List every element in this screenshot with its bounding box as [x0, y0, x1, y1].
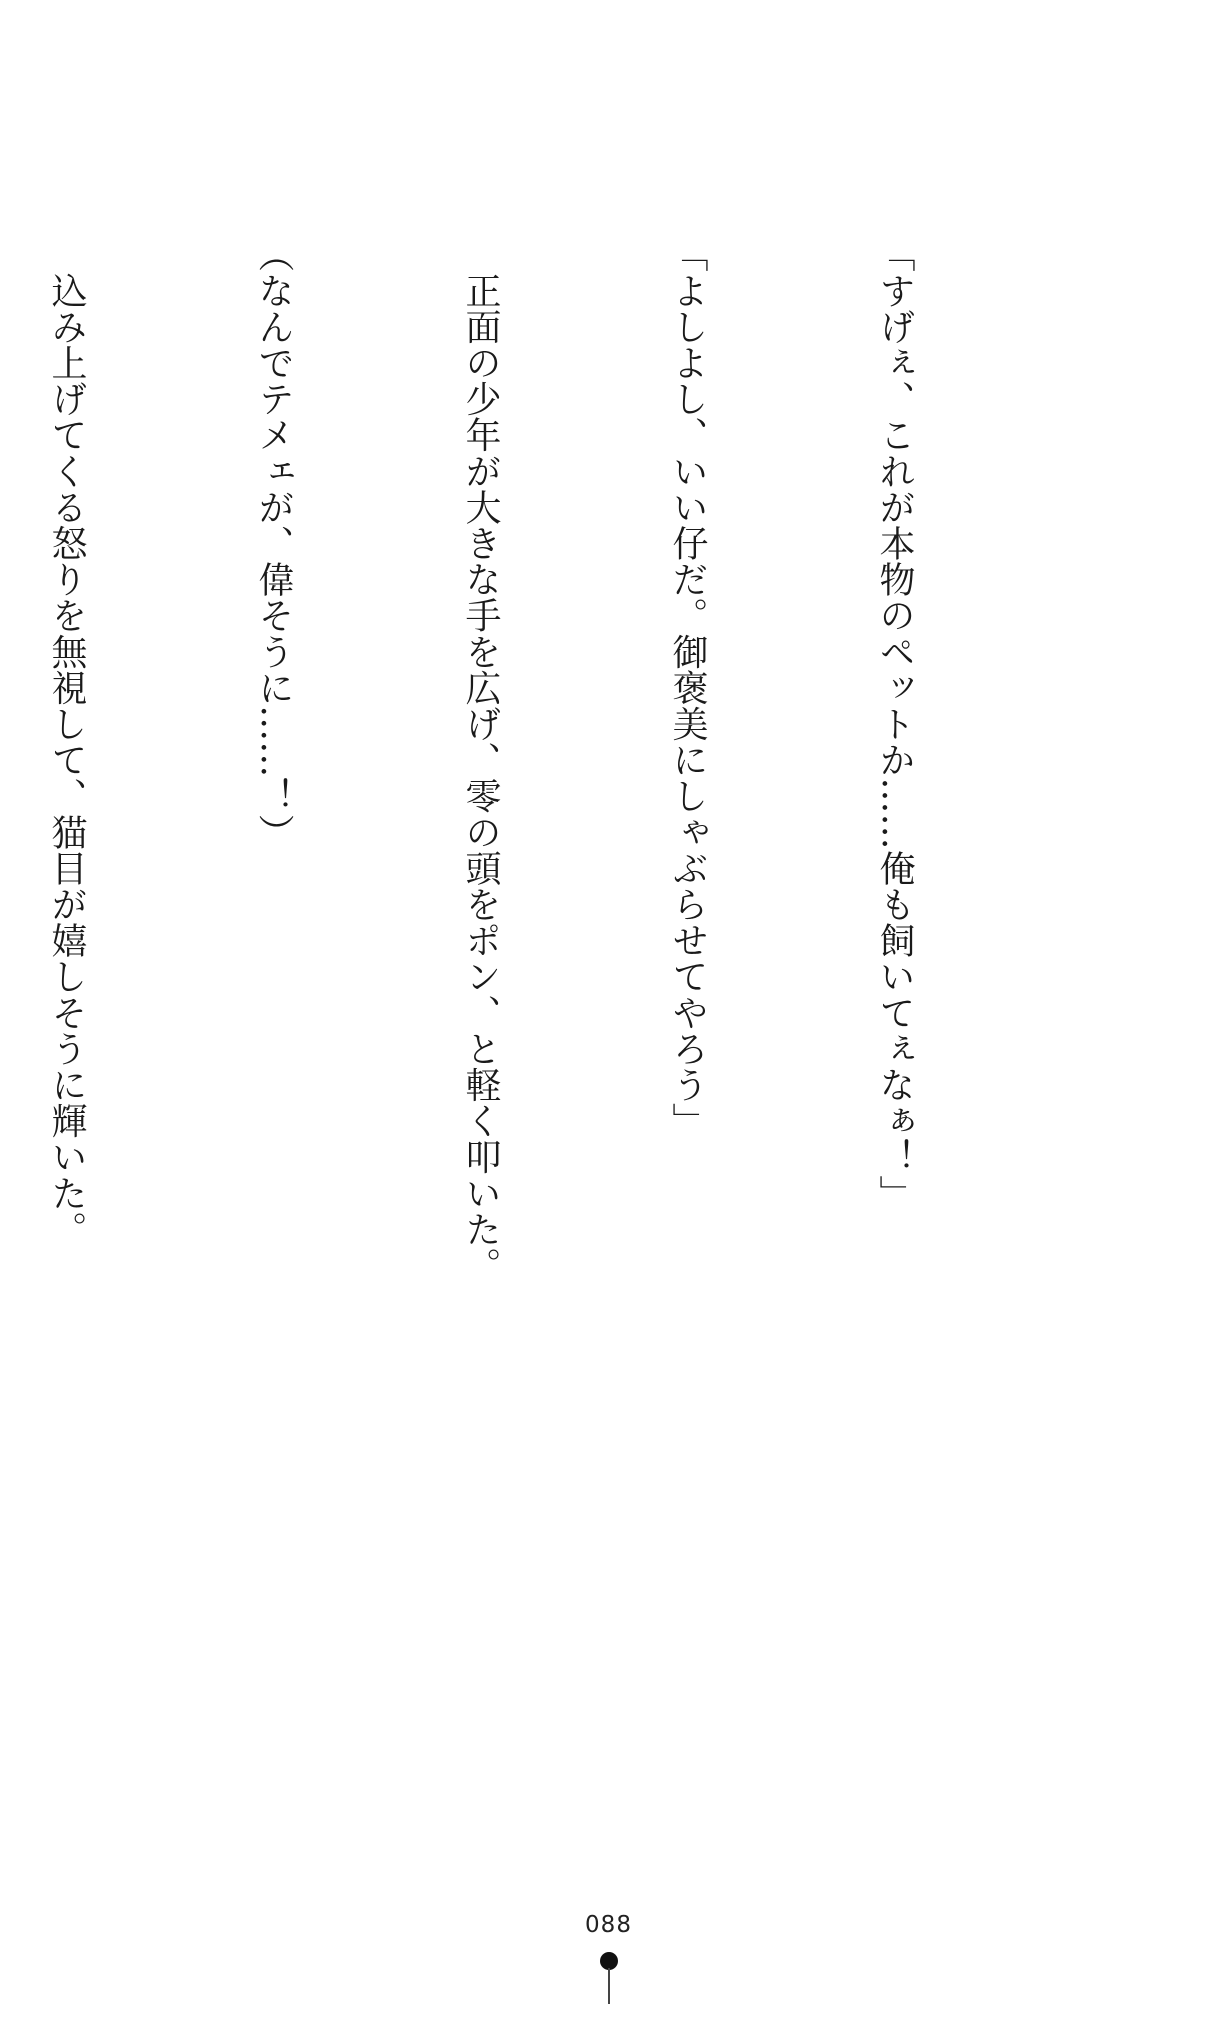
text-line: 込み上げてくる怒りを無視して、猫目が嬉しそうに輝いた。 — [46, 236, 87, 1247]
vertical-text-body — [0, 236, 1067, 1676]
page-number: 088 — [585, 1912, 632, 1938]
text-line: 「すげぇ、これが本物のペットか……俺も飼いてぇなぁ！」 — [874, 236, 915, 1211]
page-marker-line — [608, 1968, 610, 2004]
text-line: 正面の少年が大きな手を広げ、零の頭をポン、と軽く叩いた。 — [460, 236, 501, 1283]
text-line: 「よしよし、いい仔だ。御褒美にしゃぶらせてやろう」 — [667, 236, 708, 1139]
text-line: （なんでテメェが、偉そうに……！） — [253, 236, 294, 850]
